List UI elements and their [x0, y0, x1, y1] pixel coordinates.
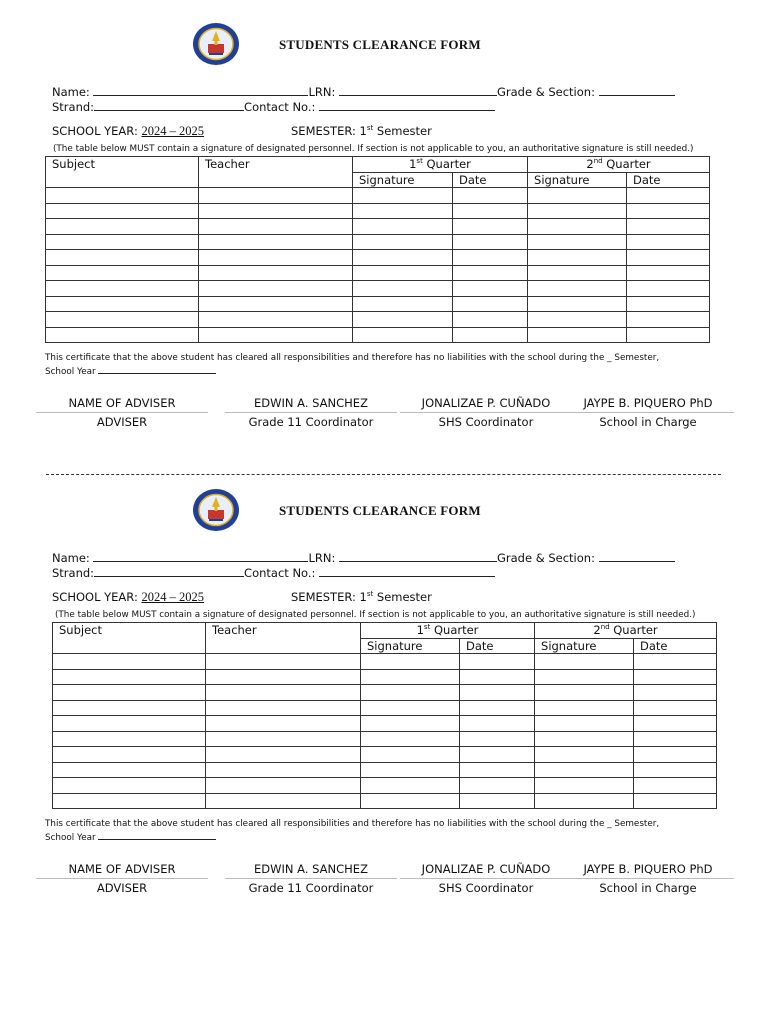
col-q2-signature: Signature: [535, 638, 634, 654]
q2-date-cell[interactable]: [627, 188, 710, 204]
school-seal-icon: [192, 488, 240, 532]
signatory-shs-coordinator: [400, 862, 572, 895]
signatory-role: School in Charge: [599, 415, 697, 429]
teacher-cell[interactable]: [199, 327, 353, 343]
q1-signature-cell[interactable]: [353, 265, 453, 281]
q2-date-cell[interactable]: [634, 700, 717, 716]
table-row: [53, 793, 717, 809]
certificate-statement: [45, 352, 659, 378]
table-row: [46, 203, 710, 219]
certificate-statement: [45, 818, 659, 844]
q1-signature-cell[interactable]: [361, 778, 460, 794]
teacher-cell[interactable]: [199, 296, 353, 312]
q2-signature-cell[interactable]: [535, 685, 634, 701]
q1-signature-cell[interactable]: [353, 203, 453, 219]
teacher-cell[interactable]: [206, 731, 361, 747]
signatory-adviser: [36, 396, 208, 429]
q1-signature-cell[interactable]: [353, 188, 453, 204]
q2-signature-cell[interactable]: [535, 700, 634, 716]
q1-signature-cell[interactable]: [361, 793, 460, 809]
certificate-line-1: This certificate that the above student has cleared all responsibilities and therefore has no liabilities with the school during the _ Semester,: [45, 353, 660, 363]
q2-signature-cell[interactable]: [528, 296, 627, 312]
col-subject: Subject: [53, 623, 206, 654]
subject-cell[interactable]: [46, 219, 199, 235]
q1-date-cell[interactable]: [460, 669, 535, 685]
semester-number: 1: [359, 590, 367, 604]
form-title: STUDENTS CLEARANCE FORM: [279, 503, 481, 518]
teacher-cell[interactable]: [199, 219, 353, 235]
teacher-cell[interactable]: [206, 700, 361, 716]
q1-signature-cell[interactable]: [353, 250, 453, 266]
col-q1-date: Date: [453, 172, 528, 188]
q2-signature-cell[interactable]: [528, 188, 627, 204]
semester: [291, 124, 432, 138]
q2-date-cell[interactable]: [634, 716, 717, 732]
q2-signature-cell[interactable]: [528, 265, 627, 281]
signatory-role: SHS Coordinator: [438, 415, 534, 429]
q2-date-cell[interactable]: [627, 250, 710, 266]
semester-word: Semester: [373, 124, 432, 138]
q2-signature-cell[interactable]: [528, 219, 627, 235]
q2-date-cell[interactable]: [634, 654, 717, 670]
q2-date-cell[interactable]: [634, 793, 717, 809]
q2-signature-cell[interactable]: [528, 327, 627, 343]
q2-date-cell[interactable]: [627, 203, 710, 219]
school-year: [52, 124, 204, 138]
subject-cell[interactable]: [46, 250, 199, 266]
subject-cell[interactable]: [53, 669, 206, 685]
q2-signature-cell[interactable]: [535, 669, 634, 685]
q2-signature-cell[interactable]: [528, 281, 627, 297]
table-note: (The table below MUST contain a signature of designated personnel. If section is not applicable to you, an authoritative signature is still needed.): [53, 144, 694, 154]
q1-signature-cell[interactable]: [361, 716, 460, 732]
subject-cell[interactable]: [53, 731, 206, 747]
q1-signature-cell[interactable]: [353, 312, 453, 328]
q1-date-cell[interactable]: [453, 234, 528, 250]
table-row: [46, 265, 710, 281]
name-label: Name:: [52, 551, 94, 565]
signatory-name: NAME OF ADVISER: [36, 862, 208, 879]
contact-field[interactable]: [319, 565, 495, 577]
q1-signature-cell[interactable]: [361, 669, 460, 685]
lrn-field[interactable]: [339, 550, 497, 562]
q1-date-cell[interactable]: [460, 793, 535, 809]
signatory-name: NAME OF ADVISER: [36, 396, 208, 413]
q2-signature-cell[interactable]: [528, 250, 627, 266]
form-title: STUDENTS CLEARANCE FORM: [279, 37, 481, 52]
q2-date-cell[interactable]: [634, 762, 717, 778]
semester-suffix: st: [366, 124, 374, 133]
q2-signature-cell[interactable]: [535, 654, 634, 670]
contact-label: Contact No.:: [244, 100, 320, 114]
table-row: [46, 312, 710, 328]
col-teacher: Teacher: [206, 623, 361, 654]
subject-cell[interactable]: [53, 762, 206, 778]
certificate-line-1: This certificate that the above student has cleared all responsibilities and therefore has no liabilities with the school during the _ Semester,: [45, 819, 660, 829]
q1-date-cell[interactable]: [453, 327, 528, 343]
subject-cell[interactable]: [53, 747, 206, 763]
q1-signature-cell[interactable]: [353, 281, 453, 297]
q2-date-cell[interactable]: [634, 747, 717, 763]
table-row: [46, 234, 710, 250]
grade-section-label: Grade & Section:: [497, 85, 599, 99]
student-info-row-2: [52, 99, 495, 114]
teacher-cell[interactable]: [206, 747, 361, 763]
name-label: Name:: [52, 85, 94, 99]
q1-signature-cell[interactable]: [361, 762, 460, 778]
table-row: [46, 281, 710, 297]
q2-signature-cell[interactable]: [535, 716, 634, 732]
teacher-cell[interactable]: [206, 685, 361, 701]
subject-cell[interactable]: [53, 654, 206, 670]
teacher-cell[interactable]: [206, 778, 361, 794]
table-header-row: [46, 157, 710, 173]
school-year-label: SCHOOL YEAR:: [52, 124, 142, 138]
subject-cell[interactable]: [46, 188, 199, 204]
grade-section-field[interactable]: [599, 84, 675, 96]
student-info-row-1: [52, 550, 675, 565]
school-year-blank[interactable]: [98, 364, 216, 374]
q2-signature-cell[interactable]: [535, 793, 634, 809]
q1-date-cell[interactable]: [460, 716, 535, 732]
teacher-cell[interactable]: [206, 716, 361, 732]
col-q2-signature: Signature: [528, 172, 627, 188]
school-year-value: 2024 – 2025: [141, 590, 204, 604]
q2-signature-cell[interactable]: [535, 762, 634, 778]
q1-date-cell[interactable]: [460, 778, 535, 794]
teacher-cell[interactable]: [199, 265, 353, 281]
contact-label: Contact No.:: [244, 566, 320, 580]
q1-signature-cell[interactable]: [353, 327, 453, 343]
table-header-row: [53, 623, 717, 639]
subject-cell[interactable]: [53, 716, 206, 732]
q2-signature-cell[interactable]: [535, 778, 634, 794]
q1-signature-cell[interactable]: [353, 219, 453, 235]
col-q2-date: Date: [634, 638, 717, 654]
col-second-quarter: 2nd Quarter: [528, 157, 710, 173]
school-seal-icon: [192, 22, 240, 66]
signatory-name: EDWIN A. SANCHEZ: [225, 396, 397, 413]
school-year-value: 2024 – 2025: [141, 124, 204, 138]
q1-date-cell[interactable]: [453, 188, 528, 204]
q2-date-cell[interactable]: [627, 327, 710, 343]
q2-date-cell[interactable]: [627, 265, 710, 281]
q1-signature-cell[interactable]: [361, 685, 460, 701]
q2-signature-cell[interactable]: [528, 312, 627, 328]
strand-field[interactable]: [94, 565, 244, 577]
q1-signature-cell[interactable]: [353, 296, 453, 312]
signatory-adviser: [36, 862, 208, 895]
table-body: [46, 188, 710, 343]
q2-date-cell[interactable]: [627, 296, 710, 312]
col-q1-signature: Signature: [353, 172, 453, 188]
signatory-name: EDWIN A. SANCHEZ: [225, 862, 397, 879]
q1-signature-cell[interactable]: [361, 700, 460, 716]
q1-date-cell[interactable]: [453, 296, 528, 312]
teacher-cell[interactable]: [199, 312, 353, 328]
q1-signature-cell[interactable]: [361, 747, 460, 763]
col-first-quarter: 1st Quarter: [361, 623, 535, 639]
q1-date-cell[interactable]: [460, 654, 535, 670]
table-row: [46, 188, 710, 204]
q1-date-cell[interactable]: [453, 219, 528, 235]
signatory-role: ADVISER: [96, 415, 148, 429]
teacher-cell[interactable]: [199, 250, 353, 266]
signatory-grade11-coordinator: [225, 396, 397, 429]
q2-signature-cell[interactable]: [528, 234, 627, 250]
subject-cell[interactable]: [46, 327, 199, 343]
signatory-school-in-charge: [562, 862, 734, 895]
signatory-role: ADVISER: [96, 881, 148, 895]
q1-date-cell[interactable]: [453, 281, 528, 297]
table-body: [53, 654, 717, 809]
teacher-cell[interactable]: [199, 188, 353, 204]
subject-cell[interactable]: [53, 685, 206, 701]
table-row: [53, 700, 717, 716]
q1-date-cell[interactable]: [460, 700, 535, 716]
table-row: [53, 747, 717, 763]
table-note: (The table below MUST contain a signature of designated personnel. If section is not applicable to you, an authoritative signature is still needed.): [55, 610, 696, 620]
col-teacher: Teacher: [199, 157, 353, 188]
q1-date-cell[interactable]: [453, 265, 528, 281]
clearance-form-bottom: [0, 466, 768, 926]
signatory-shs-coordinator: [400, 396, 572, 429]
signatory-name: JONALIZAE P. CUÑADO: [400, 862, 572, 879]
table-row: [53, 778, 717, 794]
contact-field[interactable]: [319, 99, 495, 111]
table-row: [53, 716, 717, 732]
q1-date-cell[interactable]: [453, 203, 528, 219]
table-row: [46, 327, 710, 343]
col-second-quarter: 2nd Quarter: [535, 623, 717, 639]
semester-suffix: st: [366, 590, 374, 599]
subject-cell[interactable]: [53, 793, 206, 809]
teacher-cell[interactable]: [199, 234, 353, 250]
subject-cell[interactable]: [46, 234, 199, 250]
q1-date-cell[interactable]: [460, 731, 535, 747]
table-row: [53, 654, 717, 670]
signatory-role: School in Charge: [599, 881, 697, 895]
semester-word: Semester: [373, 590, 432, 604]
teacher-cell[interactable]: [206, 793, 361, 809]
q2-date-cell[interactable]: [634, 778, 717, 794]
clearance-table: [45, 156, 710, 343]
grade-section-field[interactable]: [599, 550, 675, 562]
name-field[interactable]: [93, 550, 308, 562]
signatory-role: Grade 11 Coordinator: [248, 881, 374, 895]
q2-date-cell[interactable]: [627, 234, 710, 250]
table-row: [53, 762, 717, 778]
q2-date-cell[interactable]: [627, 281, 710, 297]
signatory-role: SHS Coordinator: [438, 881, 534, 895]
table-row: [46, 219, 710, 235]
semester: [291, 590, 432, 604]
clearance-table: [52, 622, 717, 809]
strand-field[interactable]: [94, 99, 244, 111]
table-row: [53, 685, 717, 701]
q2-signature-cell[interactable]: [528, 203, 627, 219]
lrn-field[interactable]: [339, 84, 497, 96]
certificate-line-2: School Year: [45, 830, 659, 844]
table-row: [53, 731, 717, 747]
q2-date-cell[interactable]: [634, 731, 717, 747]
teacher-cell[interactable]: [199, 281, 353, 297]
teacher-cell[interactable]: [206, 762, 361, 778]
col-subject: Subject: [46, 157, 199, 188]
semester-label: SEMESTER:: [291, 124, 360, 138]
clearance-form-top: [0, 0, 768, 460]
teacher-cell[interactable]: [206, 669, 361, 685]
school-year-blank[interactable]: [98, 830, 216, 840]
table-row: [46, 250, 710, 266]
subject-cell[interactable]: [46, 203, 199, 219]
q2-signature-cell[interactable]: [535, 747, 634, 763]
q2-date-cell[interactable]: [627, 312, 710, 328]
subject-cell[interactable]: [46, 312, 199, 328]
signatory-grade11-coordinator: [225, 862, 397, 895]
certificate-line-2: School Year: [45, 364, 659, 378]
signatory-name: JONALIZAE P. CUÑADO: [400, 396, 572, 413]
lrn-label: LRN:: [308, 85, 339, 99]
q2-signature-cell[interactable]: [535, 731, 634, 747]
strand-label: Strand:: [52, 100, 95, 114]
q1-date-cell[interactable]: [460, 762, 535, 778]
q1-date-cell[interactable]: [453, 250, 528, 266]
signatory-role: Grade 11 Coordinator: [248, 415, 374, 429]
signatory-name: JAYPE B. PIQUERO PhD: [562, 862, 734, 879]
subject-cell[interactable]: [46, 296, 199, 312]
q1-date-cell[interactable]: [460, 685, 535, 701]
signatory-school-in-charge: [562, 396, 734, 429]
school-year-label: SCHOOL YEAR:: [52, 590, 142, 604]
subject-cell[interactable]: [53, 778, 206, 794]
subject-cell[interactable]: [46, 281, 199, 297]
strand-label: Strand:: [52, 566, 95, 580]
q1-signature-cell[interactable]: [361, 731, 460, 747]
col-q1-date: Date: [460, 638, 535, 654]
teacher-cell[interactable]: [206, 654, 361, 670]
col-q2-date: Date: [627, 172, 710, 188]
semester-label: SEMESTER:: [291, 590, 360, 604]
q2-date-cell[interactable]: [634, 685, 717, 701]
subject-cell[interactable]: [46, 265, 199, 281]
signatory-name: JAYPE B. PIQUERO PhD: [562, 396, 734, 413]
name-field[interactable]: [93, 84, 308, 96]
q1-date-cell[interactable]: [460, 747, 535, 763]
q1-signature-cell[interactable]: [361, 654, 460, 670]
q1-signature-cell[interactable]: [353, 234, 453, 250]
col-q1-signature: Signature: [361, 638, 460, 654]
col-first-quarter: 1st Quarter: [353, 157, 528, 173]
subject-cell[interactable]: [53, 700, 206, 716]
student-info-row-2: [52, 565, 495, 580]
teacher-cell[interactable]: [199, 203, 353, 219]
grade-section-label: Grade & Section:: [497, 551, 599, 565]
q1-date-cell[interactable]: [453, 312, 528, 328]
table-row: [46, 296, 710, 312]
q2-date-cell[interactable]: [627, 219, 710, 235]
q2-date-cell[interactable]: [634, 669, 717, 685]
table-row: [53, 669, 717, 685]
lrn-label: LRN:: [308, 551, 339, 565]
student-info-row-1: [52, 84, 675, 99]
school-year: [52, 590, 204, 604]
semester-number: 1: [359, 124, 367, 138]
